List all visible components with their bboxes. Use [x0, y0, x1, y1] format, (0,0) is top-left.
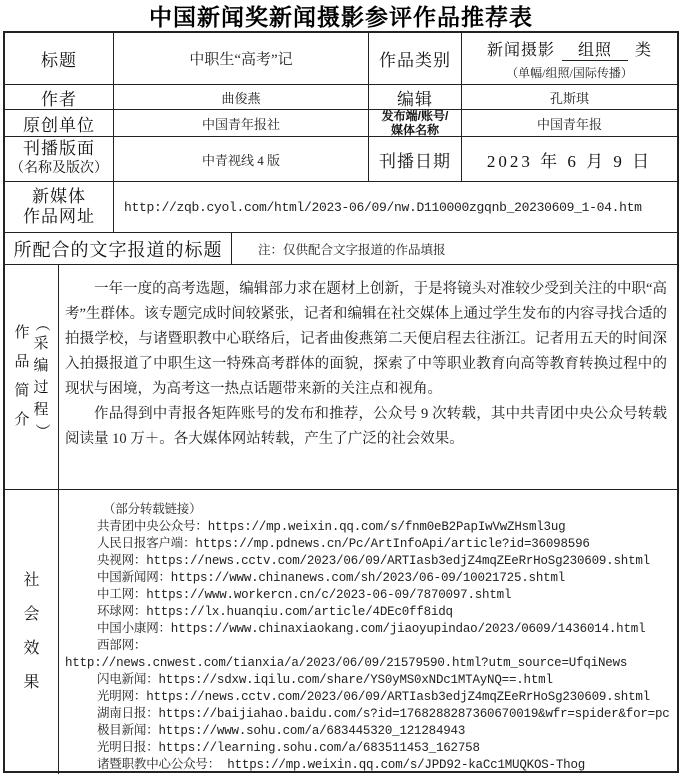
url-label-line1: 新媒体: [32, 187, 86, 206]
title-value: 中职生“高考”记: [189, 52, 293, 68]
vertical-label-char: 过: [33, 379, 49, 396]
vertical-label-char: 简: [14, 383, 30, 399]
channel-label-line2: 媒体名称: [390, 123, 439, 136]
channel-label-line1: 发布端/账号/: [381, 110, 449, 123]
url-label-cell: [5, 182, 114, 232]
category-value-cell: [462, 33, 677, 84]
row-intro: [5, 265, 677, 490]
url-value-cell: [114, 182, 677, 232]
vertical-label-char: 编: [33, 357, 49, 374]
vertical-label-char: 采: [33, 335, 49, 352]
repost-link-line: http://news.cnwest.com/tianxia/a/2023/06/09/21579590.html?utm_source=UfqiNews: [65, 656, 628, 670]
layout-label-line2: （名称及版次）: [10, 161, 108, 176]
category-fill-value: 组照: [562, 37, 628, 61]
category-options: （单幅/组照/国际传播）: [506, 65, 633, 80]
repost-link-line: 湖南日报：https://baijiahao.baidu.com/s?id=1768288287360670019&wfr=spider&for=pc: [97, 707, 670, 721]
repost-link-line: 中国小康网：https://www.chinaxiaokang.com/jiaoyupindao/2023/0609/1436014.html: [97, 622, 646, 636]
category-prefix: 新闻摄影: [486, 41, 555, 59]
text-report-note-cell: [232, 233, 677, 264]
vertical-label-char: ）: [33, 422, 50, 439]
vertical-label-char: 作: [14, 325, 30, 341]
vertical-label-char: （: [33, 315, 50, 332]
layout-label-cell: [5, 137, 114, 181]
repost-link-line: 中国新闻网：https://www.chinanews.com/sh/2023/06-09/10021725.shtml: [97, 571, 566, 585]
repost-link-line: 人民日报客户端：https://mp.pdnews.cn/Pc/ArtInfoApi/article?id=36098596: [97, 537, 590, 551]
row-effect: [5, 490, 677, 774]
title-label: 标题: [5, 33, 114, 84]
repost-link-line: 央视网：https://news.cctv.com/2023/06/09/ARTIasb3edjZ4mqZEeRrHoSg230609.shtml: [97, 554, 650, 568]
vertical-label-char: 会: [23, 606, 40, 623]
repost-link-line: 中工网：https://www.workercn.cn/c/2023-06-09/7870097.shtml: [97, 588, 512, 602]
org-label: 原创单位: [5, 110, 114, 136]
channel-label-cell: [369, 110, 462, 136]
repost-link-line: 极目新闻：https://www.sohu.com/a/683445320_121284943: [97, 724, 466, 738]
layout-label-line1: 刊播版面: [23, 139, 95, 158]
repost-link-line: 光明网：https://news.cctv.com/2023/06/09/ARTIasb3edjZ4mqZEeRrHoSg230609.shtml: [97, 690, 650, 704]
effect-label-text: [23, 564, 39, 700]
vertical-label-char: 果: [23, 674, 40, 691]
intro-label: [5, 265, 59, 489]
repost-link-line: 诸暨职教中心公众号： https://mp.weixin.qq.com/s/JPD92-kaCc1MUQKOS-Thog: [97, 758, 586, 772]
vertical-label-char: 效: [23, 640, 40, 657]
row-url: [5, 182, 677, 233]
text-report-label: 所配合的文字报道的标题: [5, 233, 232, 264]
repost-link-line: 西部网：: [97, 639, 147, 653]
title-value-cell: [114, 33, 369, 84]
intro-label-sub: [34, 314, 49, 440]
row-org-channel: [5, 110, 677, 137]
page-title: 中国新闻奖新闻摄影参评作品推荐表: [149, 4, 533, 30]
vertical-label-char: 品: [14, 354, 30, 370]
category-label: 作品类别: [369, 33, 462, 84]
url-label-line2: 作品网址: [23, 207, 95, 226]
author-label: 作者: [5, 85, 114, 109]
intro-paragraph: 一年一度的高考选题，编辑部力求在题材上创新，于是将镜头对准较少受到关注的中职“高考”生群体。该专题完成时间较紧张，记者和编辑在社交媒体上通过学生发布的内容寻找合适的拍摄学校，与诸暨职教中心联络后，记者曲俊燕第二天便启程去往浙江。记者用五天的时间深入拍摄报道了中职生这一特殊高考群体的面貌，探索了中等职业教育向高等教育转换过程中的现状与困境，为高考这一热点话题带来新的关注点和视角。: [65, 281, 667, 397]
row-title-category: [5, 33, 677, 85]
row-text-report: [5, 233, 677, 265]
repost-link-line: 光明日报：https://learning.sohu.com/a/683511453_162758: [97, 741, 480, 755]
vertical-label-char: 社: [23, 572, 40, 589]
category-line: [487, 37, 652, 61]
date-value: 2023 年 6 月 9 日: [486, 151, 653, 171]
repost-link-line: 环球网：https://lx.huanqiu.com/article/4DEc0ff8idq: [97, 605, 453, 619]
editor-value: 孔斯琪: [549, 90, 589, 106]
row-author-editor: [5, 85, 677, 110]
effect-links-cell: [59, 490, 677, 774]
work-url: http://zqb.cyol.com/html/2023-06/09/nw.D110000zgqnb_20230609_1-04.htm: [124, 199, 642, 215]
intro-text-cell: [59, 265, 677, 489]
author-value: 曲俊燕: [114, 85, 369, 109]
layout-value: 中青视线 4 版: [114, 137, 369, 181]
recommendation-table: [3, 31, 679, 773]
org-value: 中国青年报社: [114, 110, 369, 136]
repost-link-line: （部分转载链接）: [103, 503, 202, 517]
repost-link-line: 共青团中央公众号：https://mp.weixin.qq.com/s/fnm0eB2PapIwVwZHsml3ug: [97, 520, 566, 534]
category-suffix: 类: [635, 41, 653, 59]
editor-label: 编辑: [369, 85, 462, 109]
repost-link-line: 闪电新闻：https://sdxw.iqilu.com/share/YS0yMS0xNDc1MTAyNQ==.html: [97, 673, 553, 687]
vertical-label-char: 程: [33, 401, 49, 418]
effect-label: [5, 490, 59, 774]
intro-label-main: [14, 319, 29, 435]
date-label: 刊播日期: [369, 137, 462, 181]
vertical-label-char: 介: [14, 412, 30, 428]
channel-value: 中国青年报: [536, 116, 602, 132]
text-report-note: 注：仅供配合文字报道的作品填报: [258, 242, 446, 257]
row-layout-date: [5, 137, 677, 182]
intro-paragraph: 作品得到中青报各矩阵账号的发布和推荐，公众号 9 次转载，其中共青团中央公众号转载阅读量 10 万＋。各大媒体网站转载，产生了广泛的社会效果。: [65, 406, 667, 447]
